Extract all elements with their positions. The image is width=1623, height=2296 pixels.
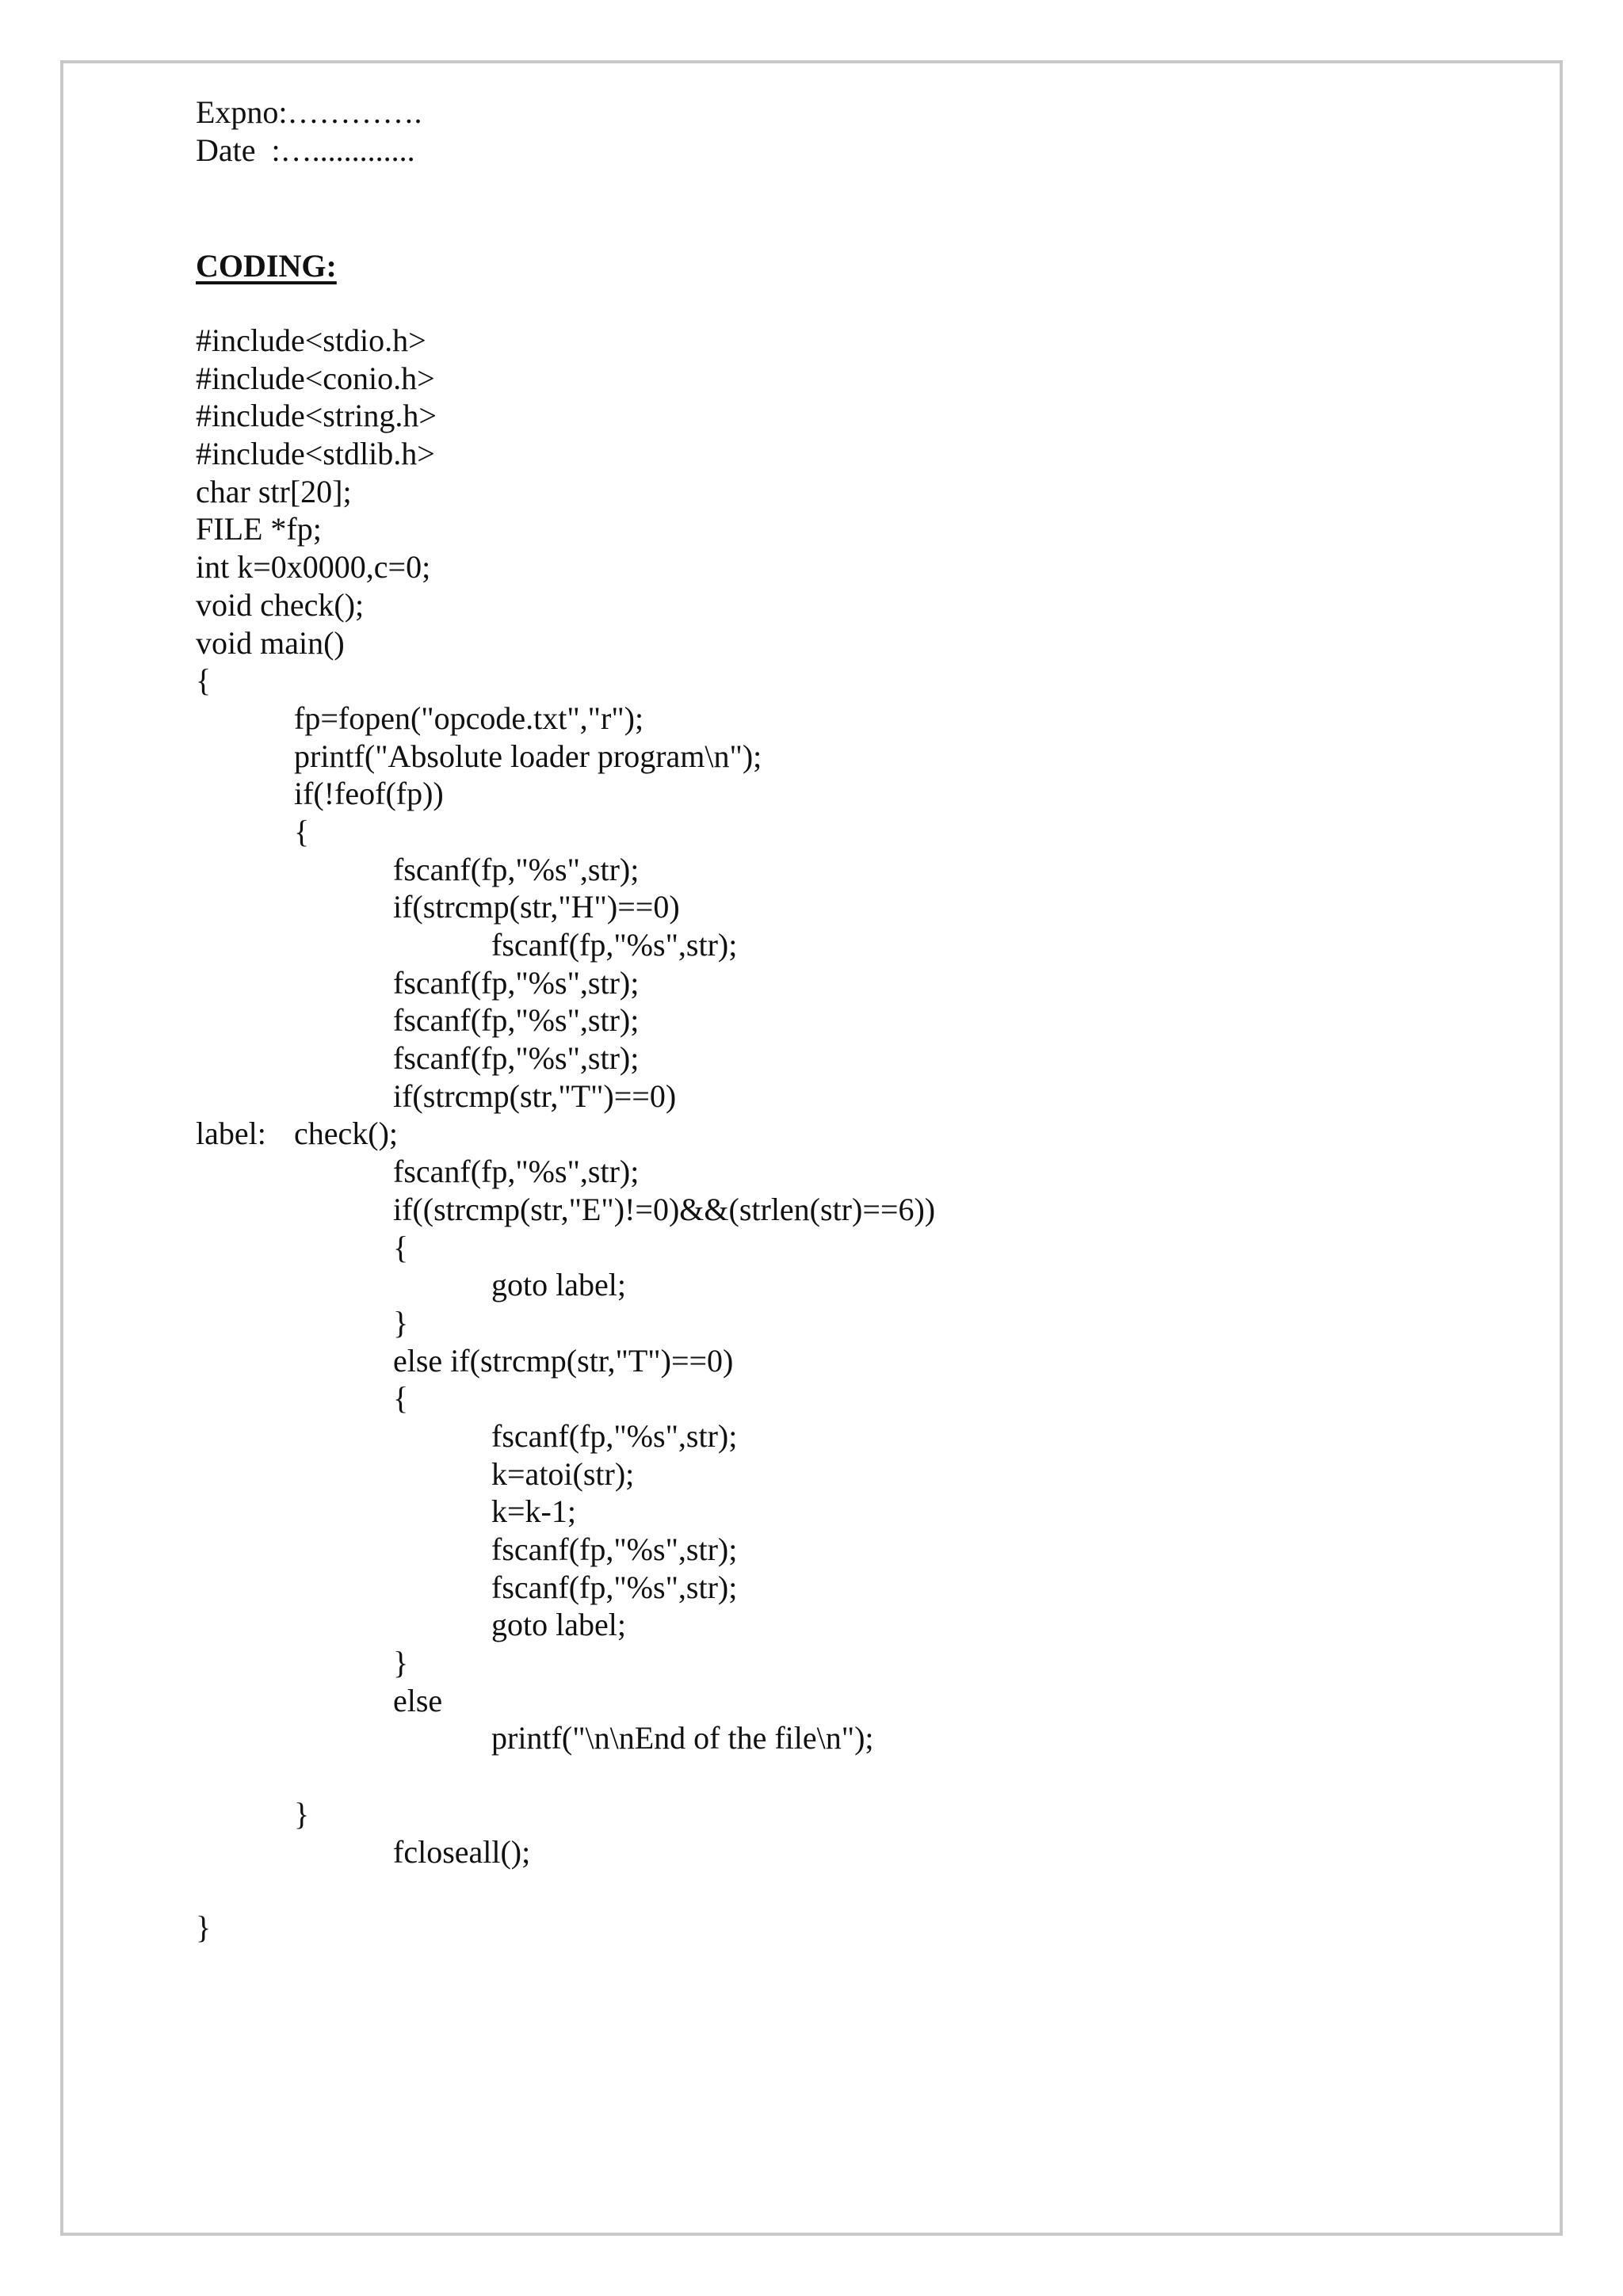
code-text: int k=0x0000,c=0; [196,549,431,585]
code-text: } [393,1304,409,1341]
code-line [196,964,1226,1002]
code-text: fscanf(fp,"%s",str); [491,1569,738,1605]
code-text: else if(strcmp(str,"T")==0) [393,1342,734,1379]
code-text: else [393,1682,443,1718]
section-heading: CODING: [196,248,337,284]
code-text: fscanf(fp,"%s",str); [491,1531,738,1567]
code-label: label: [196,1116,266,1152]
code-line [196,1795,1226,1833]
code-line [196,1001,1226,1039]
code-line [196,435,1226,473]
code-line [196,1379,1226,1417]
code-text: goto label; [491,1267,626,1303]
code-text: fcloseall(); [393,1833,531,1870]
code-line [196,1304,1226,1342]
code-line [196,548,1226,586]
expno-line: Expno:…………. [196,94,422,130]
code-text: #include<stdlib.h> [196,436,435,472]
code-line [196,1569,1226,1607]
code-text: check(); [294,1116,399,1152]
code-line [196,926,1226,964]
code-text: if(strcmp(str,"T")==0) [393,1077,677,1114]
code-text: printf("Absolute loader program\n"); [294,738,762,774]
code-text: k=atoi(str); [491,1455,635,1492]
code-line [196,1493,1226,1531]
code-line [196,888,1226,926]
code-line [196,360,1226,398]
code-text: char str[20]; [196,473,352,509]
date-line: Date :…............. [196,132,415,168]
code-text: fscanf(fp,"%s",str); [491,1417,738,1454]
code-text: fscanf(fp,"%s",str); [393,1040,640,1077]
code-line [196,1191,1226,1229]
code-text: void check(); [196,586,365,623]
code-line [196,1115,1226,1153]
code-text: } [196,1909,212,1945]
code-line [196,322,1226,360]
code-line [196,1757,1226,1795]
code-text: #include<conio.h> [196,360,435,396]
code-text: #include<string.h> [196,398,437,434]
code-text: goto label; [491,1607,626,1643]
code-line [196,510,1226,548]
code-line [196,1266,1226,1304]
code-line [196,775,1226,813]
code-line [196,586,1226,624]
code-line [196,700,1226,738]
code-line [196,813,1226,851]
code-line [196,662,1226,700]
code-line [196,1833,1226,1871]
code-text: fscanf(fp,"%s",str); [393,851,640,887]
code-text: } [294,1795,310,1832]
code-text: fscanf(fp,"%s",str); [491,927,738,963]
code-text: { [196,662,212,699]
code-text: } [393,1645,409,1681]
code-line [196,1455,1226,1493]
code-text: { [393,1380,409,1417]
code-line [196,1342,1226,1380]
code-line [196,1039,1226,1077]
code-text: fscanf(fp,"%s",str); [393,964,640,1001]
code-text: void main() [196,624,345,661]
code-text: fscanf(fp,"%s",str); [393,1002,640,1039]
code-text: FILE *fp; [196,511,322,547]
code-line [196,1909,1226,1947]
code-text: #include<stdio.h> [196,322,426,358]
code-line [196,1531,1226,1569]
code-line [196,1719,1226,1757]
code-text: if(!feof(fp)) [294,776,444,812]
code-line [196,1153,1226,1191]
code-text: k=k-1; [491,1493,576,1530]
code-line [196,1644,1226,1682]
code-line [196,1229,1226,1267]
code-line [196,473,1226,511]
code-line [196,1417,1226,1455]
code-listing [196,322,1226,1947]
code-line [196,851,1226,889]
code-text: fscanf(fp,"%s",str); [393,1154,640,1190]
code-text: { [294,813,310,849]
code-text: printf("\n\nEnd of the file\n"); [491,1720,874,1756]
code-text: if(strcmp(str,"H")==0) [393,889,680,925]
code-line [196,1077,1226,1116]
code-text: { [393,1229,409,1265]
code-line [196,624,1226,662]
code-line [196,1682,1226,1720]
code-line [196,397,1226,435]
code-line [196,1871,1226,1909]
code-text: if((strcmp(str,"E")!=0)&&(strlen(str)==6)) [393,1191,936,1227]
code-text: fp=fopen("opcode.txt","r"); [294,700,644,736]
code-line [196,738,1226,776]
code-line [196,1606,1226,1644]
